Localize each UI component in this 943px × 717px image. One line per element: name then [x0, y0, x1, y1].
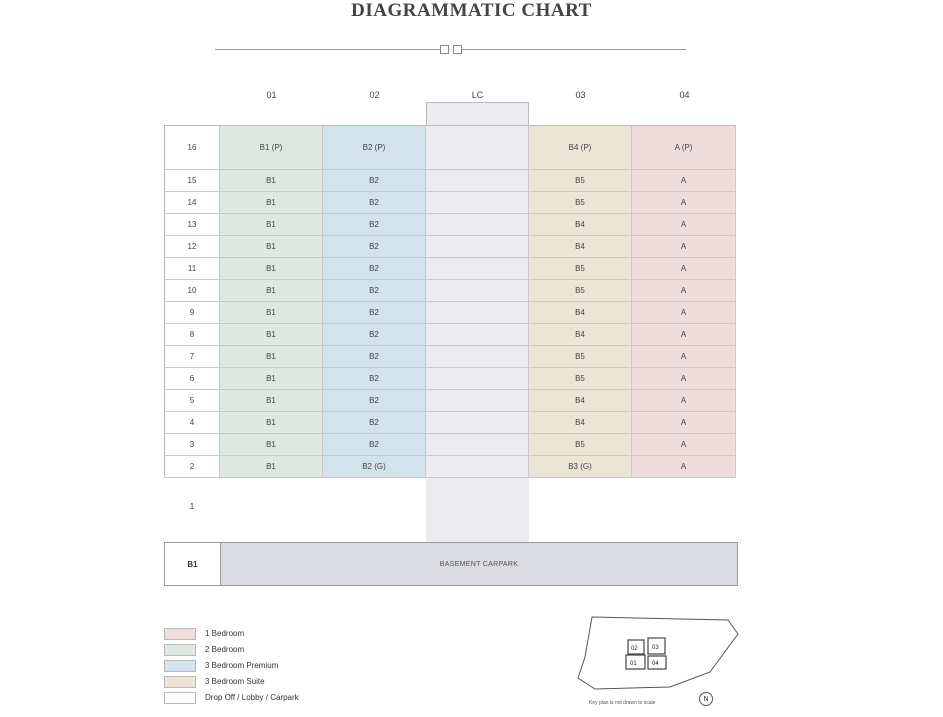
column-header-04: 04	[679, 90, 690, 100]
unit-cell-04: A	[632, 456, 736, 478]
unit-cell-01: B1	[220, 258, 323, 280]
floor-label: 15	[164, 170, 220, 192]
column-header-02: 02	[369, 90, 380, 100]
lift-core-cell	[426, 346, 529, 368]
unit-cell-03: B4	[529, 324, 632, 346]
unit-cell-01: B1	[220, 236, 323, 258]
unit-cell-03: B3 (G)	[529, 456, 632, 478]
legend-swatch	[164, 644, 196, 656]
floor-label: 7	[164, 346, 220, 368]
north-arrow-icon: N	[699, 692, 713, 706]
unit-cell-04: A	[632, 324, 736, 346]
legend-item	[164, 642, 299, 657]
lift-core-cell	[426, 258, 529, 280]
title-rule-right	[462, 49, 686, 50]
floor-label: 5	[164, 390, 220, 412]
unit-cell-02: B2	[323, 324, 426, 346]
unit-cell-02: B2	[323, 192, 426, 214]
unit-cell-01: B1	[220, 170, 323, 192]
floor-label: 11	[164, 258, 220, 280]
unit-cell-01: B1	[220, 434, 323, 456]
floor-label-1: 1	[189, 502, 195, 511]
key-plan-map	[560, 612, 742, 712]
floor-label: 16	[164, 125, 220, 170]
floor-label: 14	[164, 192, 220, 214]
floor-row	[164, 434, 736, 456]
unit-cell-01: B1	[220, 302, 323, 324]
floor-label: 13	[164, 214, 220, 236]
floor-label: 4	[164, 412, 220, 434]
legend-label: 2 Bedroom	[205, 645, 245, 654]
lift-core-cell	[426, 170, 529, 192]
title-rule-ornament	[440, 45, 449, 54]
floor-row	[164, 412, 736, 434]
lift-core-lobby	[426, 478, 529, 542]
legend	[164, 626, 299, 706]
keyplan-unit-01: 01	[630, 661, 637, 667]
basement-carpark: BASEMENT CARPARK	[221, 543, 737, 585]
floor-row	[164, 214, 736, 236]
unit-cell-04: A	[632, 302, 736, 324]
unit-cell-03: B4	[529, 214, 632, 236]
unit-cell-03: B4	[529, 236, 632, 258]
lift-core-cell	[426, 280, 529, 302]
floor-label: 2	[164, 456, 220, 478]
unit-cell-01: B1	[220, 456, 323, 478]
legend-item	[164, 674, 299, 689]
legend-swatch	[164, 676, 196, 688]
unit-cell-01: B1	[220, 346, 323, 368]
unit-cell-02: B2	[323, 302, 426, 324]
floor-row	[164, 236, 736, 258]
lift-core-cell	[426, 214, 529, 236]
unit-cell-03: B5	[529, 434, 632, 456]
unit-cell-02: B2	[323, 170, 426, 192]
lift-core-top	[426, 102, 529, 126]
legend-swatch	[164, 660, 196, 672]
basement-label: B1	[165, 543, 221, 585]
key-plan-note: Key plan is not drawn to scale	[589, 700, 656, 706]
floor-row	[164, 324, 736, 346]
unit-cell-01: B1	[220, 324, 323, 346]
title-rule-ornament	[453, 45, 462, 54]
unit-cell-03: B5	[529, 346, 632, 368]
unit-cell-02: B2	[323, 368, 426, 390]
title-rule-left	[215, 49, 440, 50]
lift-core-cell	[426, 368, 529, 390]
floor-label: 8	[164, 324, 220, 346]
chart-title: DIAGRAMMATIC CHART	[351, 0, 592, 21]
unit-cell-04: A	[632, 412, 736, 434]
legend-label: 3 Bedroom Suite	[205, 677, 265, 686]
legend-label: Drop Off / Lobby / Carpark	[205, 693, 299, 702]
lift-core-cell	[426, 302, 529, 324]
legend-label: 3 Bedroom Premium	[205, 661, 279, 670]
unit-cell-01: B1	[220, 192, 323, 214]
unit-cell-02: B2	[323, 390, 426, 412]
unit-cell-03: B4	[529, 390, 632, 412]
unit-cell-01: B1 (P)	[220, 125, 323, 170]
floor-row	[164, 280, 736, 302]
unit-cell-03: B5	[529, 170, 632, 192]
legend-swatch	[164, 628, 196, 640]
keyplan-unit-04: 04	[652, 661, 659, 667]
unit-cell-02: B2	[323, 434, 426, 456]
floor-label: 3	[164, 434, 220, 456]
unit-cell-03: B5	[529, 280, 632, 302]
floor-row	[164, 456, 736, 478]
unit-cell-03: B5	[529, 258, 632, 280]
floor-row	[164, 346, 736, 368]
unit-cell-04: A (P)	[632, 125, 736, 170]
lift-core-cell	[426, 236, 529, 258]
unit-cell-03: B4	[529, 412, 632, 434]
unit-cell-04: A	[632, 346, 736, 368]
unit-cell-04: A	[632, 434, 736, 456]
unit-cell-04: A	[632, 236, 736, 258]
floor-row	[164, 125, 736, 170]
lift-core-cell	[426, 390, 529, 412]
unit-cell-03: B5	[529, 368, 632, 390]
column-header-lc: LC	[471, 90, 484, 100]
floor-row	[164, 258, 736, 280]
unit-cell-04: A	[632, 214, 736, 236]
legend-item	[164, 690, 299, 705]
unit-cell-02: B2	[323, 214, 426, 236]
lift-core-cell	[426, 412, 529, 434]
unit-cell-01: B1	[220, 390, 323, 412]
unit-cell-02: B2 (P)	[323, 125, 426, 170]
lift-core-cell	[426, 125, 529, 170]
unit-cell-04: A	[632, 258, 736, 280]
unit-cell-03: B4 (P)	[529, 125, 632, 170]
legend-swatch	[164, 692, 196, 704]
unit-cell-02: B2	[323, 280, 426, 302]
unit-cell-02: B2	[323, 236, 426, 258]
lift-core-cell	[426, 456, 529, 478]
lift-core-cell	[426, 434, 529, 456]
unit-cell-01: B1	[220, 280, 323, 302]
unit-cell-02: B2	[323, 412, 426, 434]
unit-cell-02: B2	[323, 346, 426, 368]
legend-item	[164, 658, 299, 673]
floor-row	[164, 192, 736, 214]
unit-cell-04: A	[632, 280, 736, 302]
unit-cell-03: B5	[529, 192, 632, 214]
floor-row	[164, 368, 736, 390]
lift-core-cell	[426, 324, 529, 346]
floor-row	[164, 302, 736, 324]
unit-cell-04: A	[632, 368, 736, 390]
lift-core-cell	[426, 192, 529, 214]
unit-cell-01: B1	[220, 412, 323, 434]
basement-row	[164, 542, 738, 586]
keyplan-unit-03: 03	[652, 645, 659, 651]
floor-label: 9	[164, 302, 220, 324]
unit-grid	[164, 125, 736, 478]
floor-row	[164, 390, 736, 412]
floor-label: 10	[164, 280, 220, 302]
legend-label: 1 Bedroom	[205, 629, 245, 638]
unit-cell-01: B1	[220, 368, 323, 390]
unit-cell-02: B2 (G)	[323, 456, 426, 478]
keyplan-unit-02: 02	[631, 646, 638, 652]
unit-cell-01: B1	[220, 214, 323, 236]
floor-label: 12	[164, 236, 220, 258]
unit-cell-04: A	[632, 170, 736, 192]
column-header-03: 03	[575, 90, 586, 100]
legend-item	[164, 626, 299, 641]
unit-cell-04: A	[632, 192, 736, 214]
unit-cell-02: B2	[323, 258, 426, 280]
column-header-01: 01	[266, 90, 277, 100]
floor-label: 6	[164, 368, 220, 390]
unit-cell-04: A	[632, 390, 736, 412]
unit-cell-03: B4	[529, 302, 632, 324]
floor-row	[164, 170, 736, 192]
